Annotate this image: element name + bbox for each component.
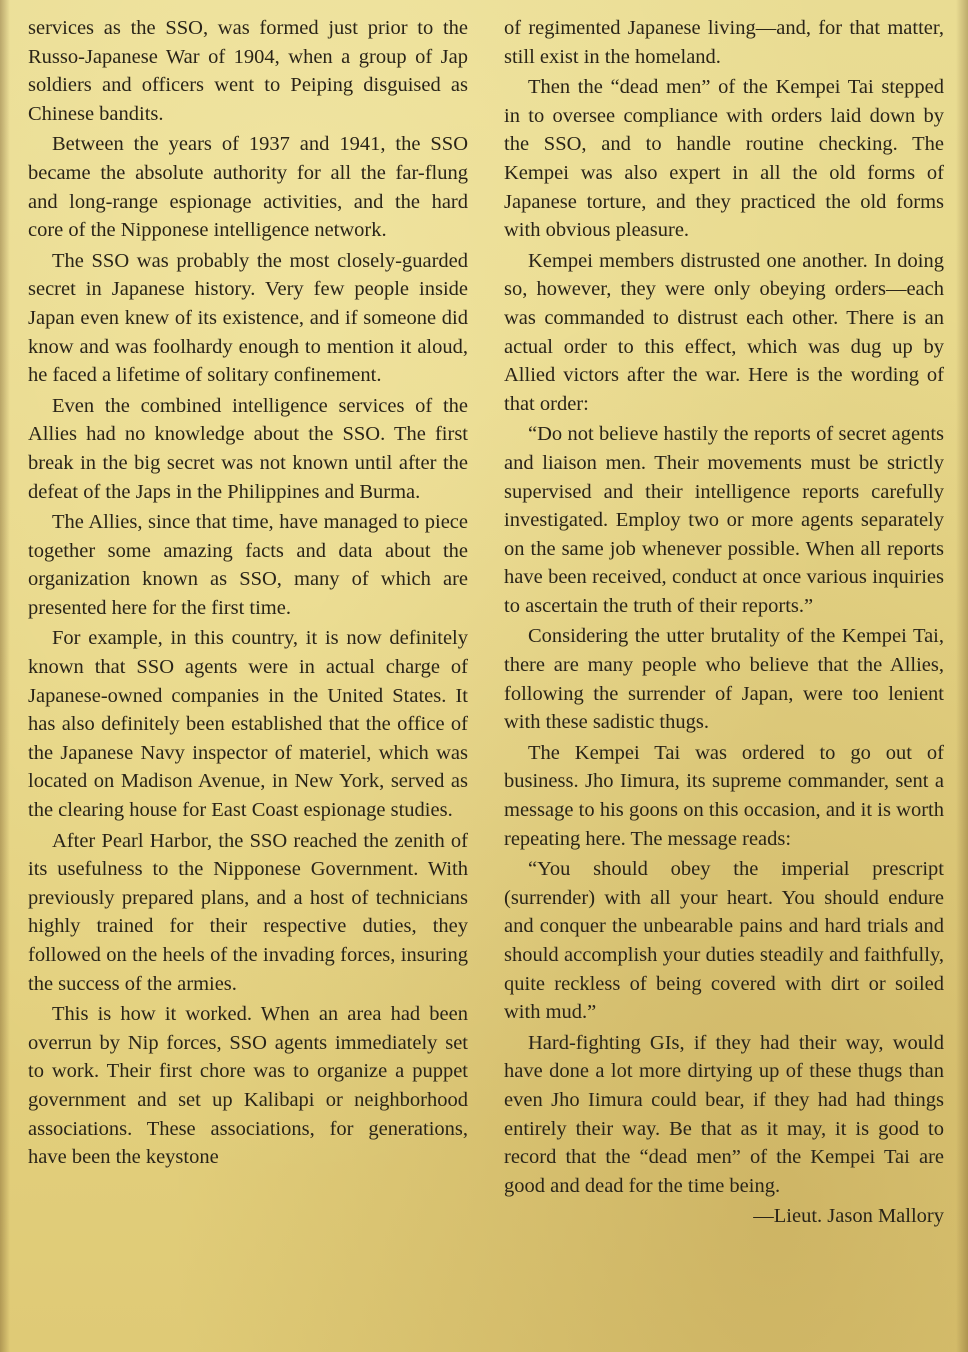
paragraph: Between the years of 1937 and 1941, the SSO became the absolute authority for all the far-flung and long-range espionage activities, and the hard core of the Nipponese intelligence network.	[28, 133, 468, 242]
paragraph: The Allies, since that time, have managed to piece together some amazing facts and data about the organization known as SSO, many of which are presented here for the first time.	[28, 511, 468, 619]
paragraph: Kempei members distrusted one another. In doing so, however, they were only obeying orders—each was commanded to distrust each other. There is an actual order to this effect, which was dug up by Allied victors after the war. Here is the wording of that order:	[504, 249, 944, 415]
paragraph: Hard-fighting GIs, if they had their way, would have done a lot more dirtying up of these thugs than even Jho Iimura could bear, if they had had things entirely their way. Be that as it may, it is good to record that the “dead men” of the Kempei Tai are good and dead for the time being.	[504, 1031, 944, 1197]
paragraph: of regimented Japanese living—and, for that matter, still exist in the homeland.	[504, 17, 944, 68]
paragraph: “You should obey the imperial prescript (surrender) with all your heart. You should endure and conquer the unbearable pains and hard trials and should accomplish your duties steadily and faithfully, quite reckless of being covered with dirt or soiled with mud.”	[504, 858, 944, 1024]
paragraph: services as the SSO, was formed just prior to the Russo-Japanese War of 1904, when a group of Jap soldiers and officers went to Peiping disguised as Chinese bandits.	[28, 17, 468, 125]
left-column	[28, 14, 468, 1352]
paragraph: The SSO was probably the most closely-guarded secret in Japanese history. Very few people inside Japan even knew of its existence, and if someone did know and was foolhardy enough to mention it aloud, he faced a lifetime of solitary confinement.	[28, 249, 468, 387]
article-columns	[28, 14, 944, 1352]
paragraph: Even the combined intelligence services of the Allies had no knowledge about the SSO. The first break in the big secret was not known until after the defeat of the Japs in the Philippines and Burma.	[28, 394, 468, 503]
paragraph: “Do not believe hastily the reports of secret agents and liaison men. Their movements must be strictly supervised and their intelligence reports carefully investigated. Employ two or more agents separately on the same job whenever possible. When all reports have been received, conduct at once various inquiries to ascertain the truth of their reports.”	[504, 423, 944, 617]
author-signature: —Lieut. Jason Mallory	[753, 1205, 944, 1228]
paragraph: The Kempei Tai was ordered to go out of business. Jho Iimura, its supreme commander, sent a message to his goons on this occasion, and it is worth repeating here. The message reads:	[504, 741, 944, 850]
paragraph: Then the “dead men” of the Kempei Tai stepped in to oversee compliance with orders laid down by the SSO, and to handle routine checking. The Kempei was also expert in all the old forms of Japanese torture, and they practiced the old forms with obvious pleasure.	[504, 76, 944, 242]
paragraph: This is how it worked. When an area had been overrun by Nip forces, SSO agents immediately set to work. Their first chore was to organize a puppet government and set up Kalibapi or neighborhood associations. These associations, for generations, have been the keystone	[28, 1003, 468, 1169]
paragraph: After Pearl Harbor, the SSO reached the zenith of its usefulness to the Nipponese Government. With previously prepared plans, and a host of technicians highly trained for their respective duties, they followed on the heels of the invading forces, insuring the success of the armies.	[28, 829, 468, 995]
right-column	[504, 14, 944, 1352]
paragraph: For example, in this country, it is now definitely known that SSO agents were in actual charge of Japanese-owned companies in the United States. It has also definitely been established that the office of the Japanese Navy inspector of materiel, which was located on Madison Avenue, in New York, served as the clearing house for East Coast espionage studies.	[28, 627, 468, 822]
paragraph: Considering the utter brutality of the Kempei Tai, there are many people who believe that the Allies, following the surrender of Japan, were too lenient with these sadistic thugs.	[504, 625, 944, 734]
